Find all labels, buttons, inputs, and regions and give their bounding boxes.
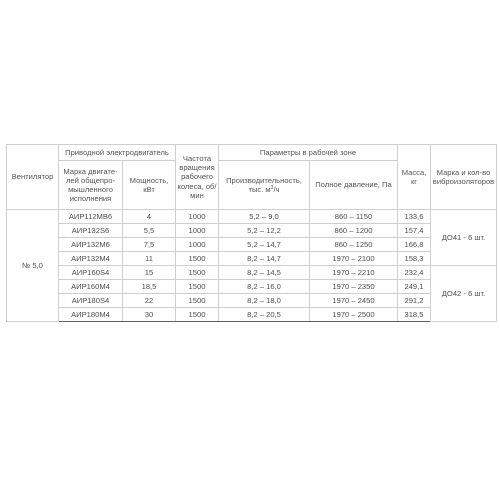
pressure-cell: 1970 – 2450 [310,294,398,308]
frequency-cell: 1000 [176,210,219,224]
productivity-cell: 8,2 – 18,0 [219,294,310,308]
productivity-cell: 5,2 – 12,2 [219,224,310,238]
mass-cell: 249,1 [398,280,431,294]
mass-cell: 166,8 [398,238,431,252]
table-row [7,280,497,294]
productivity-cell: 8,2 – 14,5 [219,266,310,280]
header-power: Мощность, кВт [123,161,176,210]
pressure-cell: 860 – 1200 [310,224,398,238]
motor-brand-cell: АИР132S6 [59,224,123,238]
motor-brand-cell: АИР132М6 [59,238,123,252]
productivity-cell: 8,2 – 14,7 [219,252,310,266]
frequency-cell: 1500 [176,266,219,280]
power-cell: 11 [123,252,176,266]
motor-brand-cell: АИР160S4 [59,266,123,280]
header-productivity [219,161,310,210]
table-row [7,238,497,252]
mass-cell: 318,5 [398,308,431,322]
power-cell: 15 [123,266,176,280]
table-row [7,224,497,238]
table-row [7,294,497,308]
productivity-label: Производительность, тыс. м [226,175,302,194]
pressure-cell: 1970 – 2210 [310,266,398,280]
pressure-cell: 860 – 1250 [310,238,398,252]
mass-cell: 157,4 [398,224,431,238]
mass-cell: 133,6 [398,210,431,224]
table-row [7,210,497,224]
motor-brand-cell: АИР112МВ6 [59,210,123,224]
header-isolators: Марка и кол-во виброизоляторов [431,145,497,210]
header-motor-brand: Марка двигате-лей общепро-мышленного исполнения [59,161,123,210]
isolator-group-2: ДО42 - 6 шт. [431,266,497,322]
power-cell: 5,5 [123,224,176,238]
isolator-group-1: ДО41 - 6 шт. [431,210,497,266]
header-mass: Масса, кг [398,145,431,210]
mass-cell: 158,3 [398,252,431,266]
header-rotation-frequency: Частота вращения рабочего колеса, об/мин [176,145,219,210]
mass-cell: 291,2 [398,294,431,308]
pressure-cell: 1970 – 2500 [310,308,398,322]
highlighted-row [7,308,497,322]
power-cell: 22 [123,294,176,308]
productivity-cell: 5,2 – 9,0 [219,210,310,224]
mass-cell: 232,4 [398,266,431,280]
pressure-cell: 860 – 1150 [310,210,398,224]
header-work-zone: Параметры в рабочей зоне [219,145,398,161]
fan-number: № 5,0 [7,210,59,322]
productivity-unit: /ч [273,185,280,194]
productivity-cell: 8,2 – 20,5 [219,308,310,322]
header-drive-motor: Приводной электродвигатель [59,145,176,161]
header-fan: Вентилятор [7,145,59,210]
table-row [7,252,497,266]
table-row [7,266,497,280]
motor-brand-cell: АИР160М4 [59,280,123,294]
pressure-cell: 1970 – 2350 [310,280,398,294]
fan-spec-table [6,144,497,322]
motor-brand-cell: АИР132М4 [59,252,123,266]
pressure-cell: 1970 – 2100 [310,252,398,266]
power-cell: 4 [123,210,176,224]
power-cell: 7,5 [123,238,176,252]
productivity-exponent: 3 [270,185,274,191]
frequency-cell: 1500 [176,280,219,294]
frequency-cell: 1500 [176,252,219,266]
productivity-cell: 8,2 – 16,0 [219,280,310,294]
power-cell: 18,5 [123,280,176,294]
motor-brand-cell: АИР180М4 [59,308,123,322]
frequency-cell: 1500 [176,308,219,322]
power-cell: 30 [123,308,176,322]
frequency-cell: 1000 [176,224,219,238]
productivity-cell: 5,2 – 14,7 [219,238,310,252]
header-pressure: Полное давление, Па [310,161,398,210]
frequency-cell: 1500 [176,294,219,308]
motor-brand-cell: АИР180S4 [59,294,123,308]
frequency-cell: 1000 [176,238,219,252]
